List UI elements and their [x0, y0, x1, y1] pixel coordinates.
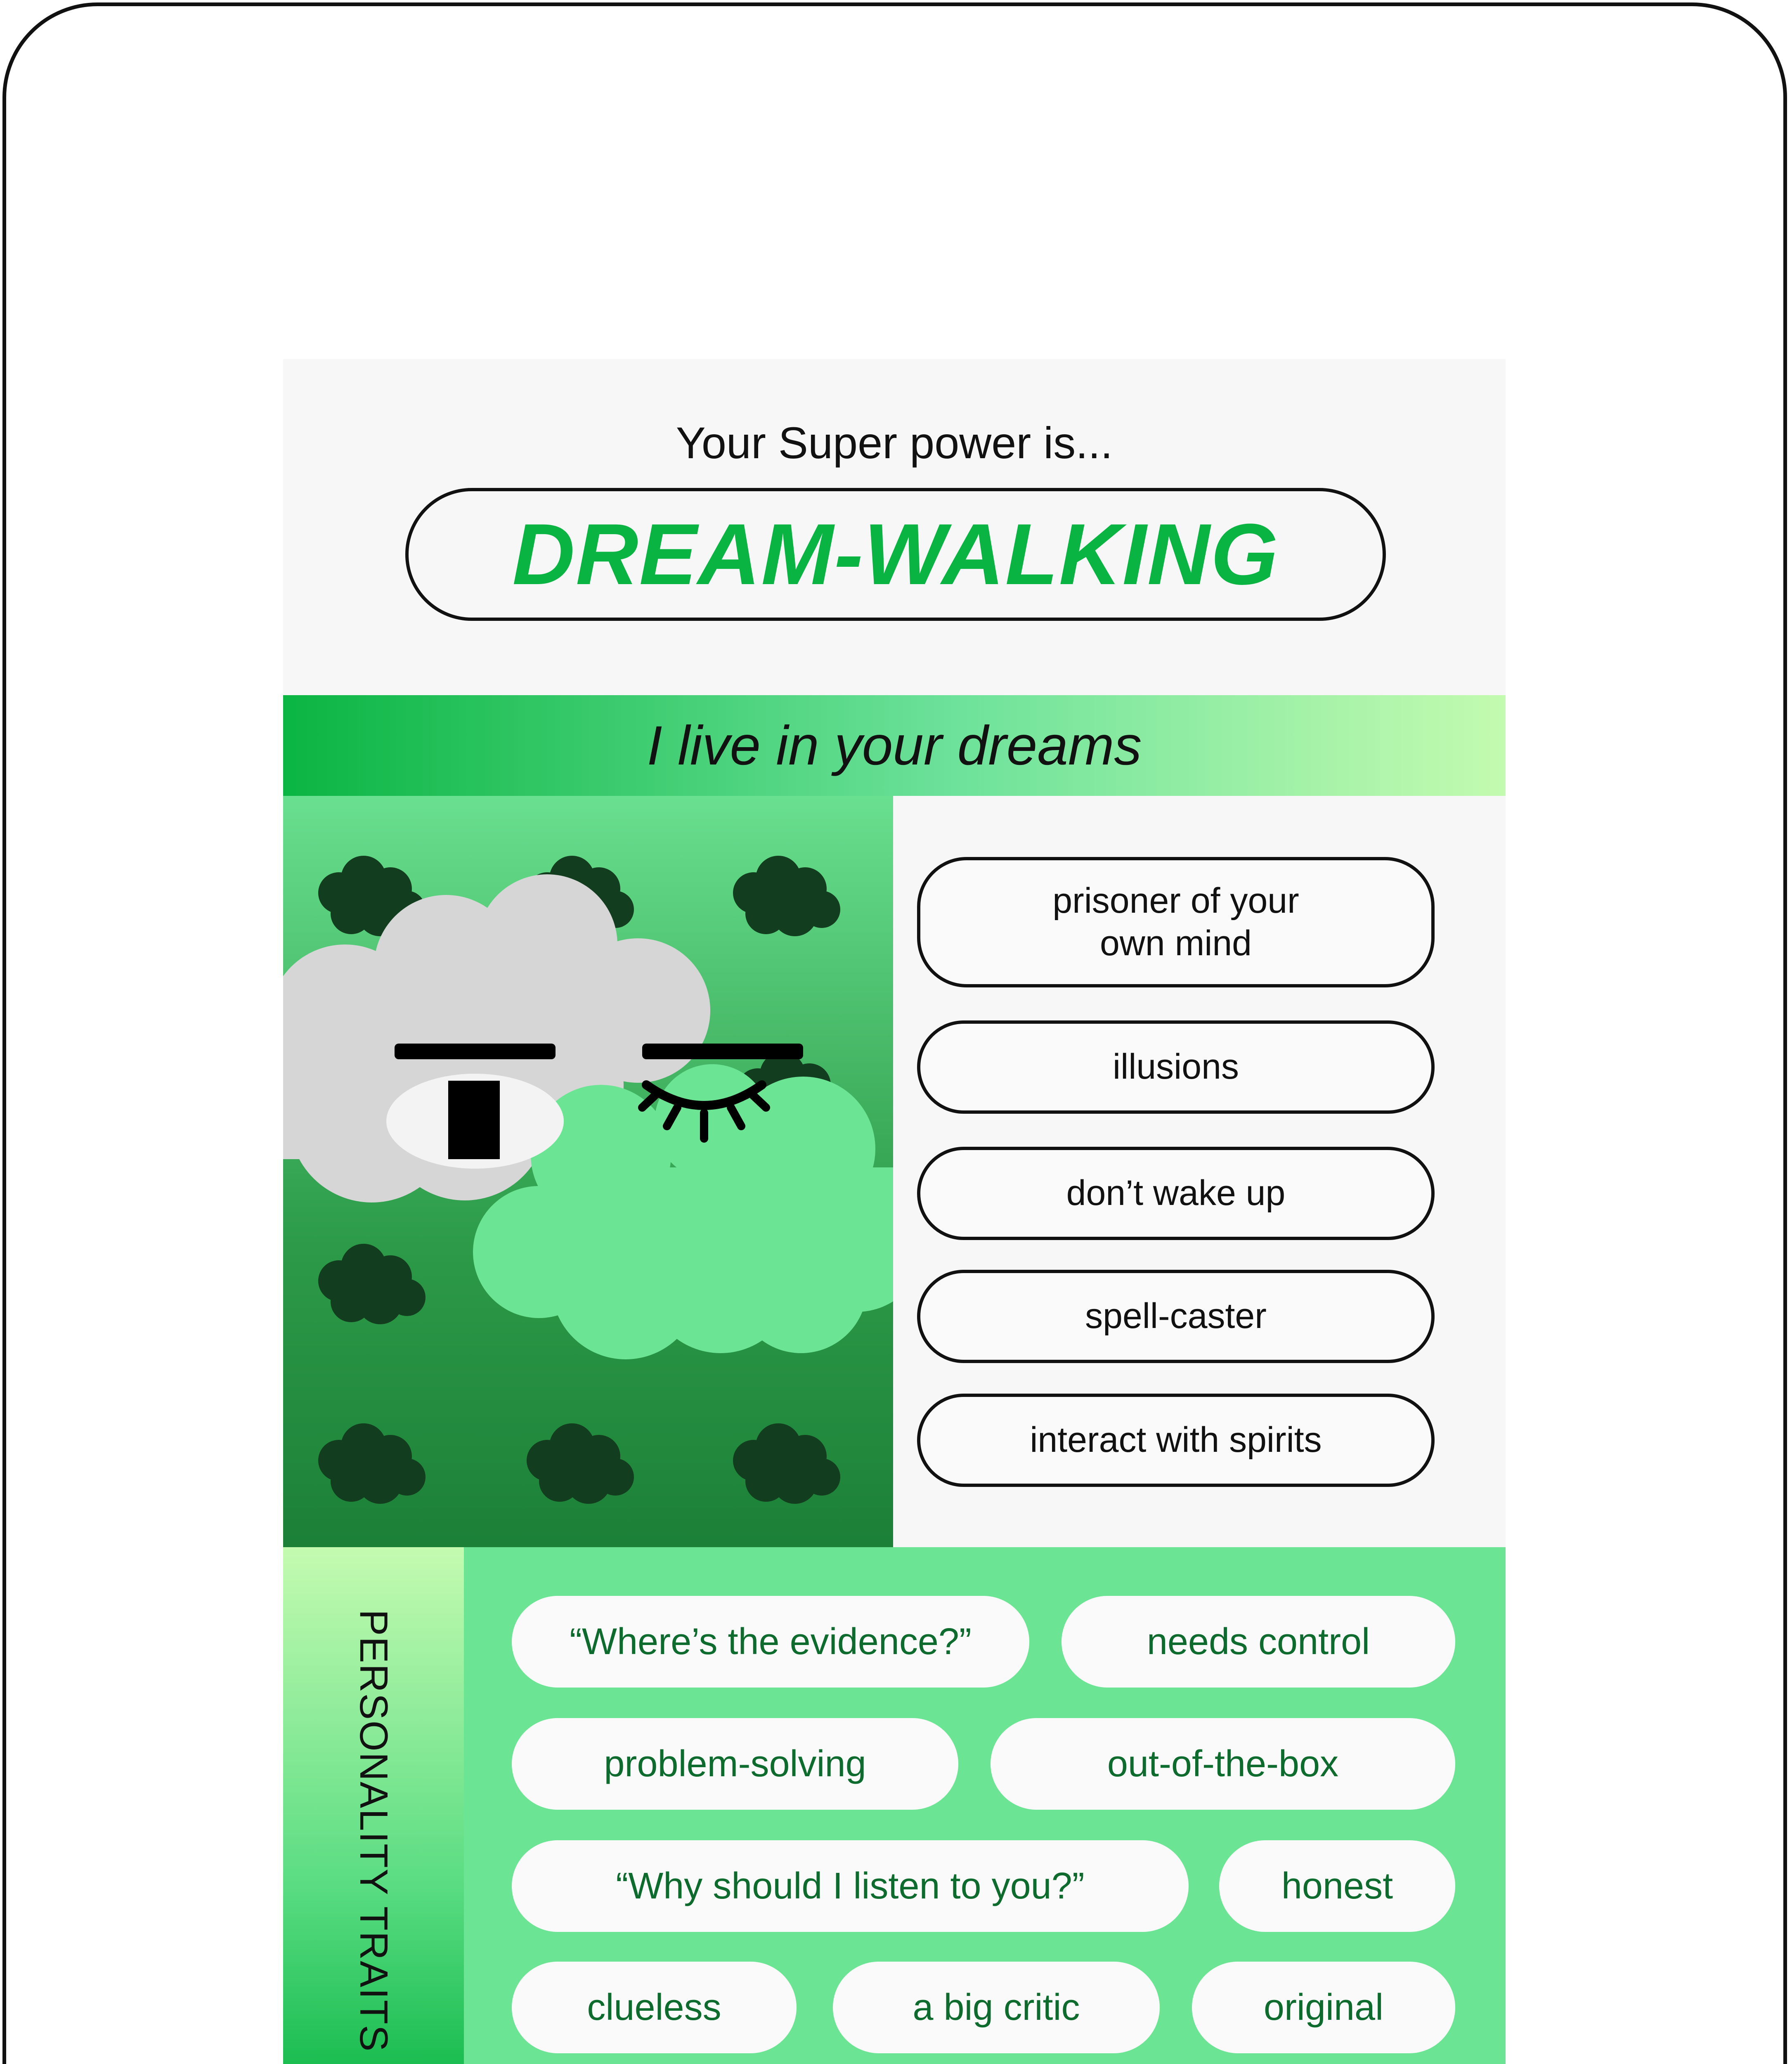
trait-pill: honest [1219, 1840, 1455, 1932]
trait-pill: a big critic [833, 1962, 1160, 2053]
traits-label: PERSONALITY TRAITS [352, 1609, 396, 2052]
trait-pill: out-of-the-box [991, 1718, 1455, 1810]
subtitle: Your Super power is... [676, 418, 1113, 468]
trait-pill: clueless [512, 1962, 797, 2053]
trait-pill: original [1192, 1962, 1455, 2053]
descriptor-pill: spell-caster [917, 1270, 1435, 1363]
trait-pill: “Why should I listen to you?” [512, 1840, 1189, 1932]
superpower-card [283, 359, 1506, 2064]
trait-pill: needs control [1061, 1596, 1455, 1688]
tagline-banner [283, 695, 1506, 796]
dream-cloud-art [283, 796, 893, 1547]
traits-sidebar [283, 1547, 464, 2064]
trait-pill: “Where’s the evidence?” [512, 1596, 1029, 1688]
dream-cloud-illustration [283, 796, 893, 1547]
descriptor-pill: don’t wake up [917, 1147, 1435, 1240]
descriptor-pill [917, 857, 1435, 987]
traits-area [464, 1547, 1506, 2064]
descriptor-line: own mind [1099, 923, 1252, 963]
tagline-text: I live in your dreams [647, 715, 1142, 776]
trait-pill: problem-solving [512, 1718, 958, 1810]
power-name: DREAM-WALKING [512, 506, 1279, 603]
descriptor-pill: interact with spirits [917, 1394, 1435, 1487]
descriptor-line: prisoner of your [1052, 881, 1299, 921]
descriptor-pill: illusions [917, 1020, 1435, 1114]
power-pill [405, 488, 1386, 621]
